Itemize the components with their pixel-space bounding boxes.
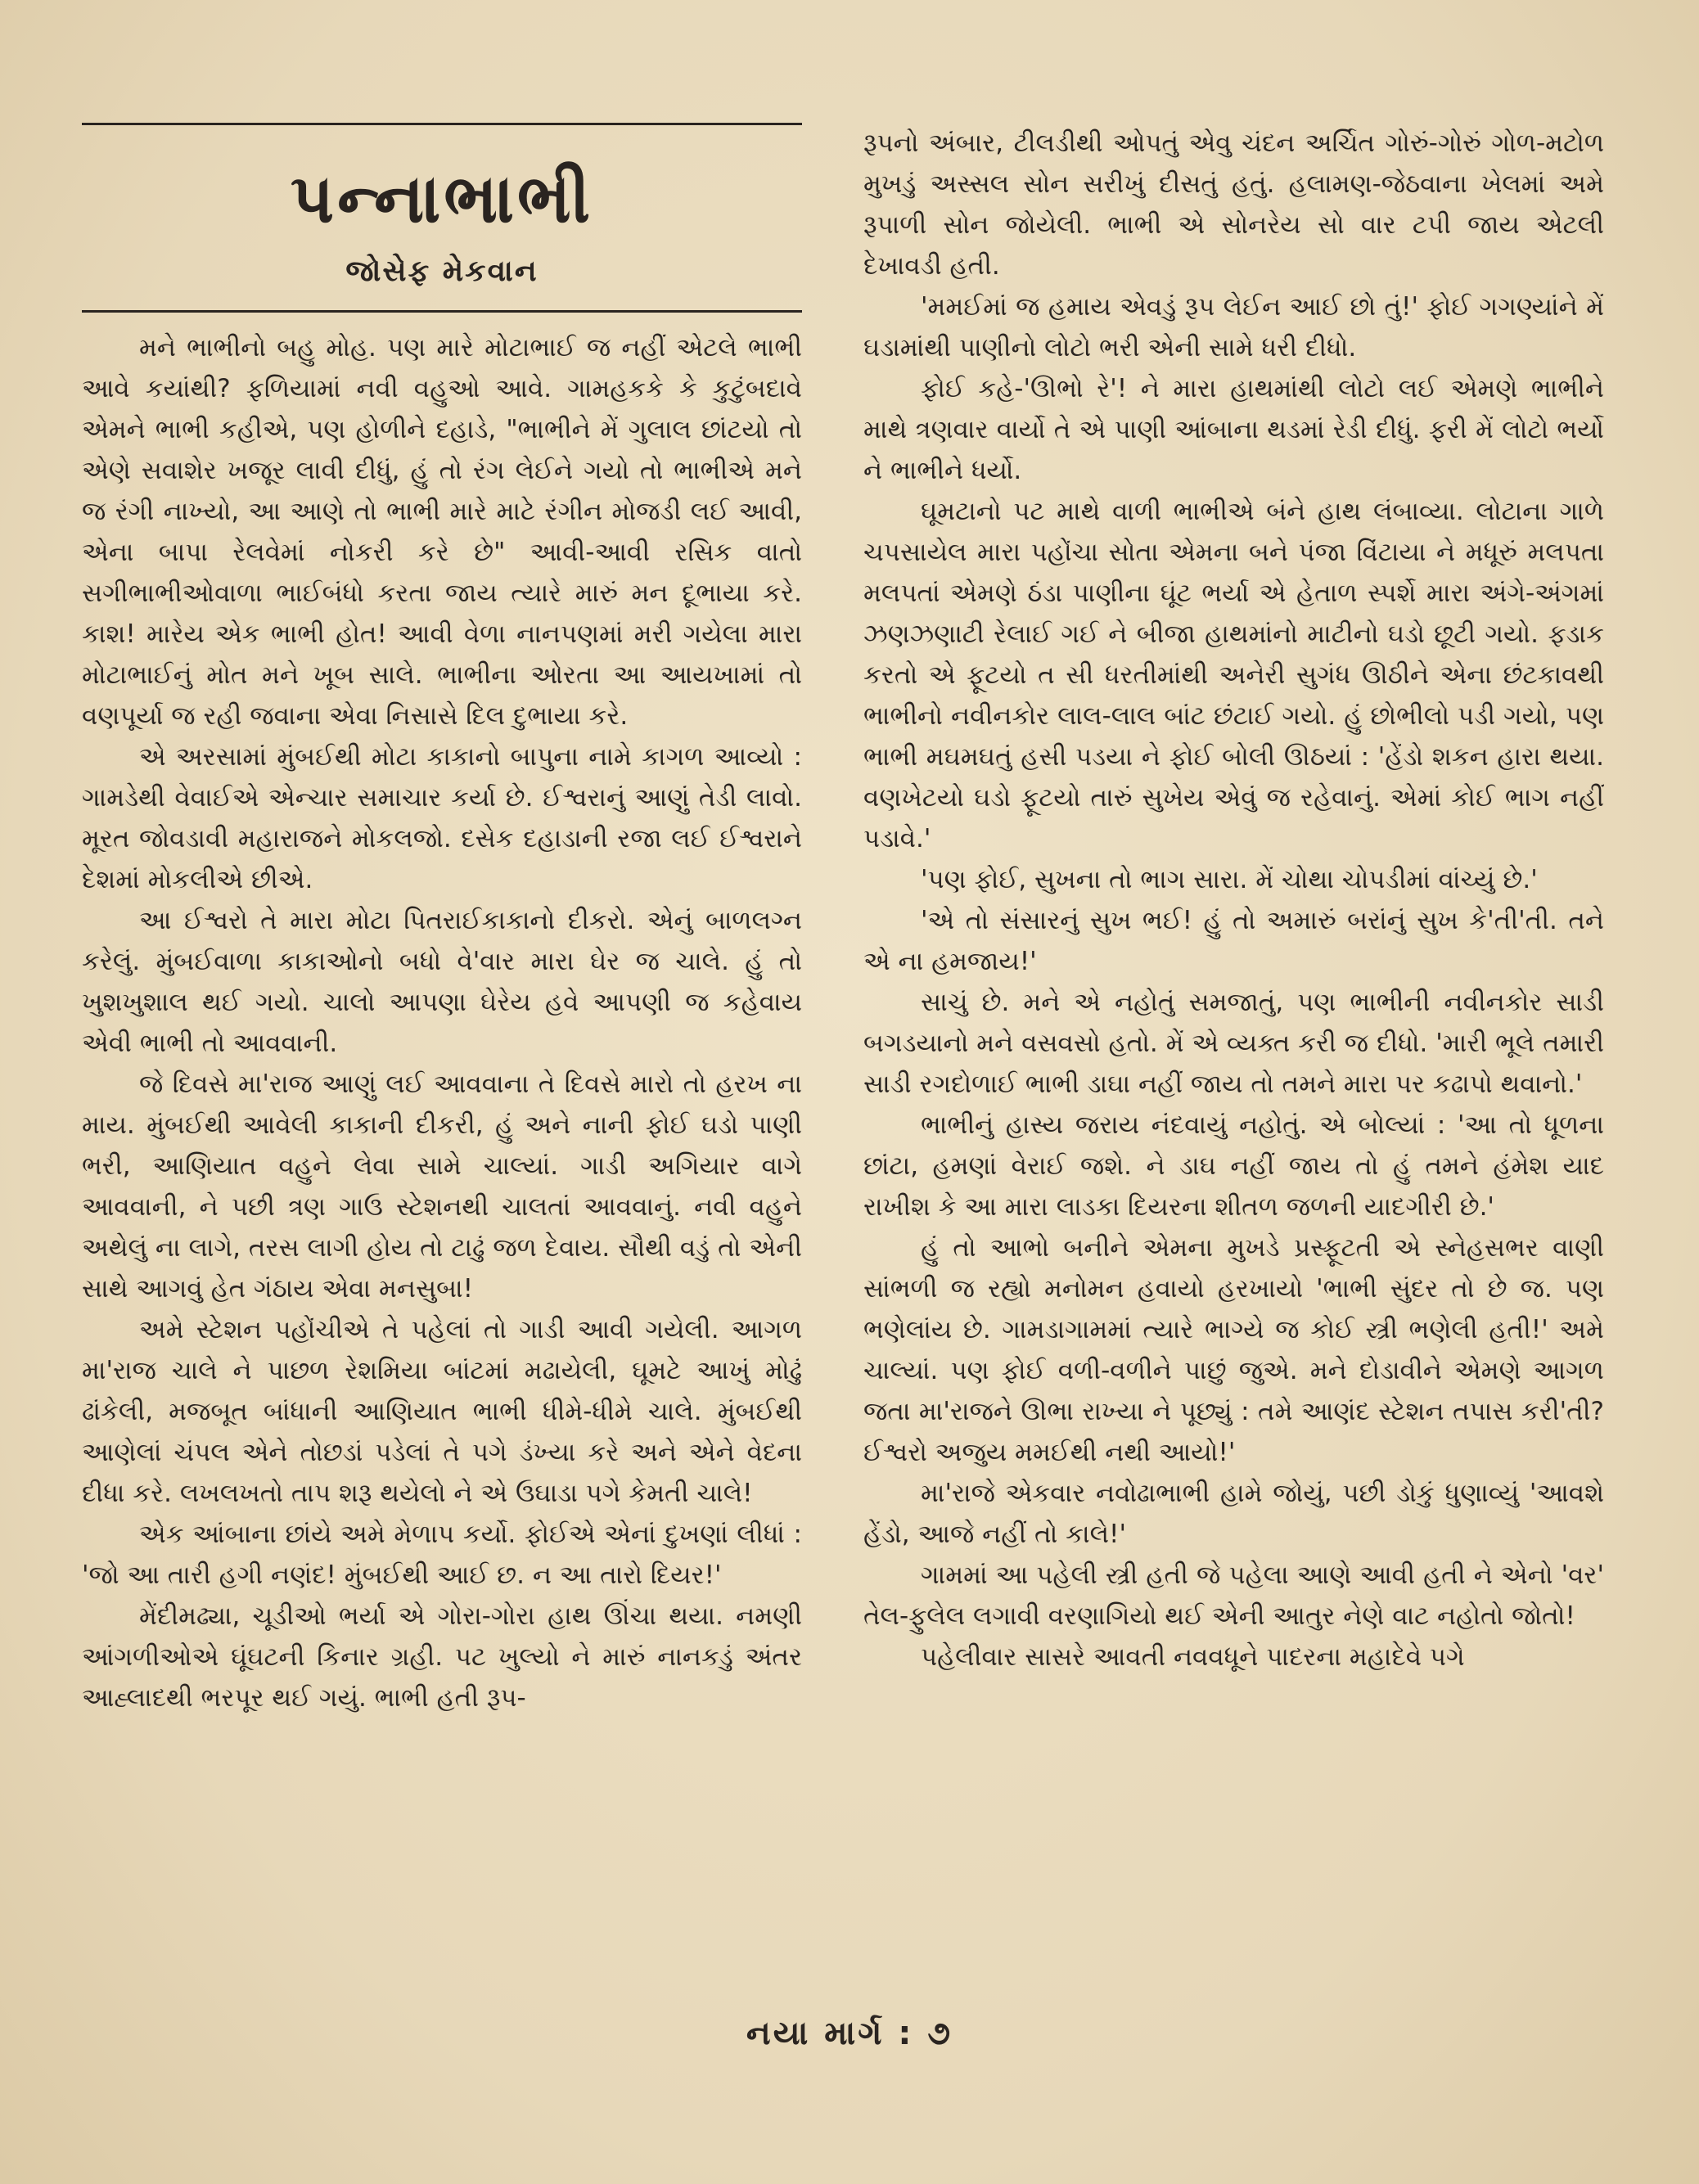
paragraph: 'મમઈમાં જ હમાય એવડું રૂપ લેઈન આઈ છો તું!' ફોઈ ગગણ્યાંને મેં ઘડામાંથી પાણીનો લોટો ભરી એની સામે ધરી દીધો. [863, 292, 1604, 362]
paragraph: સાચું છે. મને એ નહોતું સમજાતું, પણ ભાભીની નવીનકોર સાડી બગડયાનો મને વસવસો હતો. મેં એ વ્યક્ત કરી જ દીધો. 'મારી ભૂલે તમારી સાડી રગદોળાઈ ભાભી ડાઘા નહીં જાય તો તમને મારા પર કઢાપો થવાનો.' [863, 988, 1604, 1099]
paragraph: પહેલીવાર સાસરે આવતી નવવધૂને પાદરના મહાદેવે પગે [921, 1642, 1465, 1672]
paragraph: મને ભાભીનો બહુ મોહ. પણ મારે મોટાભાઈ જ નહીં એટલે ભાભી આવે કયાંથી? ફળિયામાં નવી વહુઓ આવે. ગામહકકે કે કુટુંબદાવે એમને ભાભી કહીએ, પણ હોળીને દહાડે, "ભાભીને મેં ગુલાલ છાંટયો તો એણે સવાશેર ખજૂર લાવી દીધું, હું તો રંગ લેઈને ગયો તો ભાભીએ મને જ રંગી નાખ્યો, આ આણે તો ભાભી મારે માટે રંગીન મોજડી લઈ આવી, એના બાપા રેલવેમાં નોકરી કરે છે" આવી-આવી રસિક વાતો સગીભાભીઓવાળા ભાઈબંધો કરતા જાય ત્યારે મારું મન દૂભાયા કરે. કાશ! મારેય એક ભાભી હોત! આવી વેળા નાનપણમાં મરી ગયેલા મારા મોટાભાઈનું મોત મને ખૂબ સાલે. ભાભીના ઓરતા આ આયખામાં તો વણપૂર્યા જ રહી જવાના એવા નિસાસે દિલ દુભાયા કરે. [82, 333, 802, 731]
paragraph: જે દિવસે મા'રાજ આણું લઈ આવવાના તે દિવસે મારો તો હરખ ના માય. મુંબઈથી આવેલી કાકાની દીકરી, હું અને નાની ફોઈ ઘડો પાણી ભરી, આણિયાત વહુને લેવા સામે ચાલ્યાં. ગાડી અગિયાર વાગે આવવાની, ને પછી ત્રણ ગાઉ સ્ટેશનથી ચાલતાં આવવાનું. નવી વહુને અથેલું ના લાગે, તરસ લાગી હોય તો ટાઢું જળ દેવાય. સૌથી વડું તો એની સાથે આગવું હેત ગંઠાય એવા મનસુબા! [82, 1069, 802, 1304]
paragraph: અમે સ્ટેશન પહોંચીએ તે પહેલાં તો ગાડી આવી ગયેલી. આગળ મા'રાજ ચાલે ને પાછળ રેશમિયા બાંટમાં મઢાયેલી, ઘૂમટે આખું મોઢું ઢાંકેલી, મજબૂત બાંધાની આણિયાત ભાભી ધીમે-ધીમે ચાલે. મુંબઈથી આણેલાં ચંપલ એને તોછડાં પડેલાં તે પગે ડંખ્યા કરે અને એને વેદના દીધા કરે. લખલખતો તાપ શરૂ થયેલો ને એ ઉઘાડા પગે કેમતી ચાલે! [82, 1315, 802, 1508]
article-title: પન્નાભાભી [290, 160, 594, 238]
paragraph: ઘૂમટાનો પટ માથે વાળી ભાભીએ બંને હાથ લંબાવ્યા. લોટાના ગાળે ચપસાયેલ મારા પહોંચા સોતા એમના બને પંજા વિંટાયા ને મધૂરું મલપતા મલપતાં એમણે ઠંડા પાણીના ઘૂંટ ભર્યા એ હેતાળ સ્પર્શે મારા અંગે-અંગમાં ઝણઝણાટી રેલાઈ ગઈ ને બીજા હાથમાંનો માટીનો ઘડો છૂટી ગયો. ફડાક કરતો એ ફૂટયો ત સી ધરતીમાંથી અનેરી સુગંધ ઊઠીને એના છંટકાવથી ભાભીનો નવીનકોર લાલ-લાલ બાંટ છંટાઈ ગયો. હું છોભીલો પડી ગયો, પણ ભાભી મઘમઘતું હસી પડયા ને ફોઈ બોલી ઊઠયાં : 'હેંડો શકન હારા થયા. વણખેટયો ઘડો ફૂટયો તારું સુખેય એવું જ રહેવાનું. એમાં કોઈ ભાગ નહીં પડાવે.' [863, 497, 1604, 853]
paragraph: ગામમાં આ પહેલી સ્ત્રી હતી જે પહેલા આણે આવી હતી ને એનો 'વર' તેલ-ફુલેલ લગાવી વરણાગિયો થઈ એની આતુર નેણે વાટ નહોતો જોતો! [863, 1560, 1604, 1631]
paragraph: મેંદીમઢ્યા, ચૂડીઓ ભર્યા એ ગોરા-ગોરા હાથ ઊંચા થયા. નમણી આંગળીઓએ ઘૂંઘટની કિનાર ગ્રહી. પટ ખુલ્યો ને મારું નાનકડું અંતર આહ્લાદથી ભરપૂર થઈ ગયું. ભાભી હતી રૂપ- [82, 1601, 802, 1713]
article-author: જોસેફ મેકવાન [345, 254, 539, 288]
paragraph: આ ઈશ્વરો તે મારા મોટા પિતરાઈકાકાનો દીકરો. એનું બાળલગ્ન કરેલું. મુંબઈવાળા કાકાઓનો બધો વે'વાર મારા ઘેર જ ચાલે. હું તો ખુશખુશાલ થઈ ગયો. ચાલો આપણા ઘેરેય હવે આપણી જ કહેવાય એવી ભાભી તો આવવાની. [82, 906, 802, 1058]
paragraph: ભાભીનું હાસ્ય જરાય નંદવાયું નહોતું. એ બોલ્યાં : 'આ તો ધૂળના છાંટા, હમણાં વેરાઈ જશે. ને ડાઘ નહીં જાય તો હું તમને હંમેશ યાદ રાખીશ કે આ મારા લાડકા દિયરના શીતળ જળની યાદગીરી છે.' [863, 1110, 1604, 1222]
paragraph: 'પણ ફોઈ, સુખના તો ભાગ સારા. મેં ચોથા ચોપડીમાં વાંચ્યું છે.' [921, 865, 1538, 894]
right-column [863, 123, 1604, 1677]
paragraph: 'એ તો સંસારનું સુખ ભઈ! હું તો અમારું બરાંનું સુખ કે'તી'તી. તને એ ના હમજાય!' [863, 906, 1604, 976]
top-rule [82, 123, 802, 125]
paragraph: ફોઈ કહે-'ઊભો રે'! ને મારા હાથમાંથી લોટો લઈ એમણે ભાભીને માથે ત્રણવાર વાર્યો તે એ પાણી આંબાના થડમાં રેડી દીધું. ફરી મેં લોટો ભર્યો ને ભાભીને ધર્યો. [863, 374, 1604, 485]
author-rule [82, 310, 802, 313]
paragraph: રૂપનો અંબાર, ટીલડીથી ઓપતું એવુ ચંદન અર્ચિત ગોરું-ગોરું ગોળ-મટોળ મુખડું અસ્સલ સોન સરીખું દીસતું હતું. હલામણ-જેઠવાના ખેલમાં અમે રૂપાળી સોન જોયેલી. ભાભી એ સોનરેય સો વાર ટપી જાય એટલી દેખાવડી હતી. [863, 128, 1604, 281]
paragraph: એ અરસામાં મુંબઈથી મોટા કાકાનો બાપુના નામે કાગળ આવ્યો : ગામડેથી વેવાઈએ એન્ચાર સમાચાર કર્યા છે. ઈશ્વરાનું આણું તેડી લાવો. મૂરત જોવડાવી મહારાજને મોકલજો. દસેક દહાડાની રજા લઈ ઈશ્વરાને દેશમાં મોકલીએ છીએ. [82, 742, 802, 894]
paragraph: હું તો આભો બનીને એમના મુખડે પ્રસ્ફૂટતી એ સ્નેહસભર વાણી સાંભળી જ રહ્યો મનોમન હવાયો હરખાયો 'ભાભી સુંદર તો છે જ. પણ ભણેલાંય છે. ગામડાગામમાં ત્યારે ભાગ્યે જ કોઈ સ્ત્રી ભણેલી હતી!' અમે ચાલ્યાં. પણ ફોઈ વળી-વળીને પાછું જુએ. મને દોડાવીને એમણે આગળ જતા મા'રાજને ઊભા રાખ્યા ને પૂછ્યું : તમે આણંદ સ્ટેશન તપાસ કરી'તી? ઈશ્વરો અજુય મમઈથી નથી આયો!' [863, 1233, 1604, 1467]
left-column [82, 123, 802, 1718]
paragraph: મા'રાજે એકવાર નવોઢાભાભી હામે જોયું, પછી ડોકું ધુણાવ્યું 'આવશે હેંડો, આજે નહીં તો કાલે!' [863, 1479, 1604, 1549]
paragraph: એક આંબાના છાંયે અમે મેળાપ કર્યો. ફોઈએ એનાં દુખણાં લીધાં : 'જો આ તારી હગી નણંદ! મુંબઈથી આઈ છ. ન આ તારો દિયર!' [82, 1520, 802, 1590]
page-footer: નયા માર્ગ : ૭ [746, 2015, 953, 2052]
